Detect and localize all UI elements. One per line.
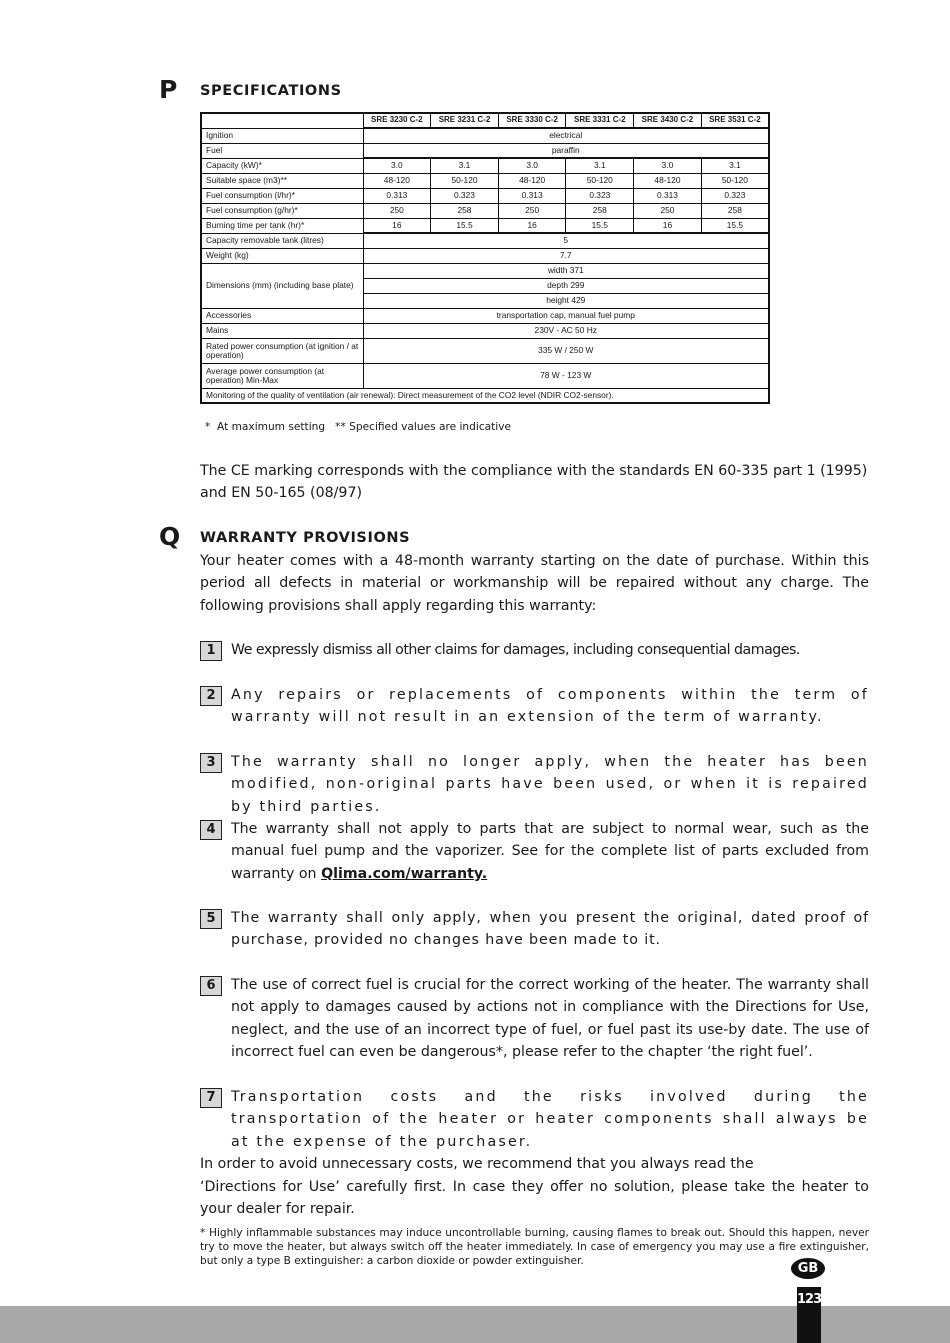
- table-row: [201, 338, 769, 363]
- item-number-box: 5: [200, 909, 222, 929]
- cell-value: 0.323: [566, 188, 634, 203]
- item-text: Transportation costs and the risks involved during the transportation of the heater or heater components shall always be at the expense of the purchaser.: [231, 1089, 869, 1150]
- table-row: [201, 323, 769, 338]
- row-value: 230V - AC 50 Hz: [363, 323, 769, 338]
- item-number-box: 7: [200, 1088, 222, 1108]
- cell-value: 258: [701, 203, 769, 218]
- cell-value: 250: [363, 203, 431, 218]
- item-text: [231, 818, 869, 885]
- row-label: Fuel consumption (l/hr)*: [201, 188, 363, 203]
- model-header: SRE 3331 C-2: [566, 113, 634, 128]
- row-label: Capacity (kW)*: [201, 158, 363, 173]
- cell-value: 15.5: [566, 218, 634, 233]
- model-header: SRE 3430 C-2: [634, 113, 702, 128]
- row-value: 78 W - 123 W: [363, 363, 769, 388]
- page-number: 123: [797, 1287, 821, 1343]
- cell-value: 3.1: [431, 158, 499, 173]
- row-label: Suitable space (m3)**: [201, 173, 363, 188]
- cell-value: 3.1: [701, 158, 769, 173]
- model-header: SRE 3330 C-2: [498, 113, 566, 128]
- row-label: Accessories: [201, 308, 363, 323]
- cell-value: 3.0: [363, 158, 431, 173]
- cell-value: 16: [498, 218, 566, 233]
- table-corner-cell: [201, 113, 363, 128]
- section-letter-p: P: [159, 75, 178, 104]
- cell-value: 0.323: [431, 188, 499, 203]
- table-row: [201, 128, 769, 143]
- row-value: width 371: [363, 263, 769, 278]
- table-row: [201, 188, 769, 203]
- table-row: [201, 248, 769, 263]
- table-row: [201, 308, 769, 323]
- section-letter-q: Q: [159, 522, 181, 551]
- row-label: Mains: [201, 323, 363, 338]
- row-value: 5: [363, 233, 769, 248]
- item-text-body: The warranty shall not apply to parts that are subject to normal wear, such as the manual fuel pump and the vaporizer. See for the complete list of parts excluded from warranty on: [231, 821, 869, 882]
- table-row: [201, 203, 769, 218]
- cell-value: 16: [634, 218, 702, 233]
- item-number-box: 4: [200, 820, 222, 840]
- cell-value: 250: [634, 203, 702, 218]
- table-row: [201, 158, 769, 173]
- cell-value: 250: [498, 203, 566, 218]
- cell-value: 0.323: [701, 188, 769, 203]
- item-text: The warranty shall no longer apply, when the heater has been modified, non-original parts have been used, or when it is repaired by third parties.: [231, 754, 869, 815]
- cell-value: 3.1: [566, 158, 634, 173]
- item-number-box: 6: [200, 976, 222, 996]
- row-label: Ignition: [201, 128, 363, 143]
- row-label: Rated power consumption (at ignition / at operation): [201, 338, 363, 363]
- table-header-row: [201, 113, 769, 128]
- row-label: Dimensions (mm) (including base plate): [201, 263, 363, 308]
- inflammable-warning-note: * Highly inflammable substances may induce uncontrollable burning, causing flames to break out. Should this happen, never try to move the heater, but always switch off the heater immediately. In case of emergency you may use a fire extinguisher, but only a type B extinguisher: a carbon dioxide or powder extinguisher.: [200, 1227, 869, 1267]
- cell-value: 3.0: [498, 158, 566, 173]
- item-number-box: 1: [200, 641, 222, 661]
- table-row: [201, 173, 769, 188]
- row-value: 335 W / 250 W: [363, 338, 769, 363]
- table-row: [201, 218, 769, 233]
- model-header: SRE 3231 C-2: [431, 113, 499, 128]
- cell-value: 0.313: [498, 188, 566, 203]
- cell-value: 50-120: [701, 173, 769, 188]
- cell-value: 48-120: [634, 173, 702, 188]
- table-row: [201, 143, 769, 158]
- cell-value: 15.5: [431, 218, 499, 233]
- row-value: 7.7: [363, 248, 769, 263]
- ce-marking-text: The CE marking corresponds with the compliance with the standards EN 60-335 part 1 (1995) and EN 50-165 (08/97): [200, 463, 868, 502]
- item-text: We expressly dismiss all other claims for damages, including consequential damages.: [231, 642, 800, 658]
- row-label: Fuel: [201, 143, 363, 158]
- row-value: transportation cap, manual fuel pump: [363, 308, 769, 323]
- table-row: [201, 363, 769, 388]
- row-value: height 429: [363, 293, 769, 308]
- item-text: The use of correct fuel is crucial for the correct working of the heater. The warranty shall not apply to damages caused by actions not in compliance with the Directions for Use, neglect, and the use of an incorrect type of fuel, or fuel past its use-by date. The use of incorrect fuel can even be dangerous*, please refer to the chapter ‘the right fuel’.: [231, 977, 869, 1061]
- cell-value: 50-120: [431, 173, 499, 188]
- cell-value: 258: [431, 203, 499, 218]
- table-row: [201, 388, 769, 403]
- row-value: electrical: [363, 128, 769, 143]
- language-badge: GB: [791, 1258, 825, 1279]
- row-label: Capacity removable tank (litres): [201, 233, 363, 248]
- cell-value: 258: [566, 203, 634, 218]
- cell-value: 0.313: [363, 188, 431, 203]
- row-label: Weight (kg): [201, 248, 363, 263]
- section-title-specifications: SPECIFICATIONS: [200, 83, 342, 99]
- cell-value: 15.5: [701, 218, 769, 233]
- warranty-intro: Your heater comes with a 48-month warranty starting on the date of purchase. Within this period all defects in material or workmanship will be repaired without any charge. The following provisions shall apply regarding this warranty:: [200, 553, 869, 614]
- item-text: The warranty shall only apply, when you present the original, dated proof of purchase, provided no changes have been made to it.: [231, 910, 869, 949]
- spec-footnote: * At maximum setting ** Specified values are indicative: [205, 421, 512, 433]
- row-value: depth 299: [363, 278, 769, 293]
- cell-value: 16: [363, 218, 431, 233]
- closing-line-2: ‘Directions for Use’ carefully first. In case they offer no solution, please take the heater to your dealer for repair.: [200, 1179, 869, 1218]
- cell-value: 48-120: [363, 173, 431, 188]
- warranty-link[interactable]: Qlima.com/warranty.: [321, 865, 488, 882]
- row-label: Fuel consumption (g/hr)*: [201, 203, 363, 218]
- item-number-box: 3: [200, 753, 222, 773]
- row-label: Burning time per tank (hr)*: [201, 218, 363, 233]
- item-text: Any repairs or replacements of components within the term of warranty will not result in an extension of the term of warranty.: [231, 687, 869, 726]
- section-title-warranty: WARRANTY PROVISIONS: [200, 530, 411, 546]
- closing-line-1: In order to avoid unnecessary costs, we recommend that you always read the: [200, 1156, 754, 1172]
- cell-value: 3.0: [634, 158, 702, 173]
- item-number-box: 2: [200, 686, 222, 706]
- specifications-table: [200, 112, 770, 404]
- row-label: Average power consumption (at operation) Min-Max: [201, 363, 363, 388]
- cell-value: 0.313: [634, 188, 702, 203]
- row-value: paraffin: [363, 143, 769, 158]
- cell-value: 50-120: [566, 173, 634, 188]
- table-row: [201, 233, 769, 248]
- table-row: [201, 263, 769, 278]
- cell-value: 48-120: [498, 173, 566, 188]
- model-header: SRE 3531 C-2: [701, 113, 769, 128]
- monitoring-note: Monitoring of the quality of ventilation (air renewal): Direct measurement of the CO2 level (NDIR CO2-sensor).: [201, 388, 769, 403]
- model-header: SRE 3230 C-2: [363, 113, 431, 128]
